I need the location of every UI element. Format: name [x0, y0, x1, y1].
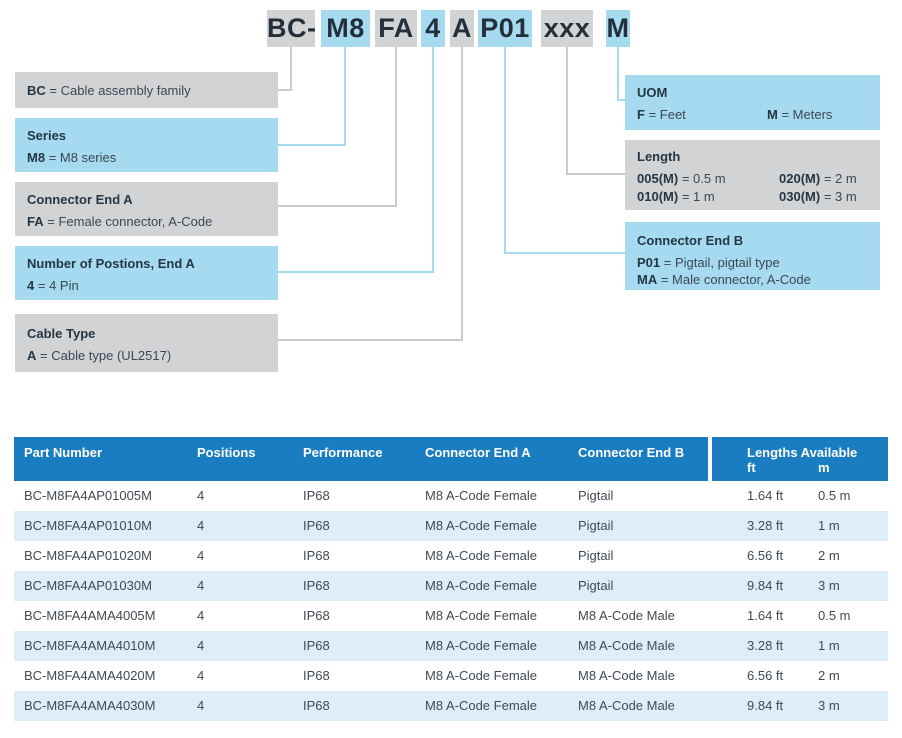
callout-length-entry-030: 030(M) = 3 m [779, 189, 857, 204]
cell-performance: IP68 [303, 578, 330, 593]
connector-line-length-v [566, 47, 568, 175]
cell-part-number: BC-M8FA4AMA4030M [24, 698, 156, 713]
callout-cable-type-entry: A = Cable type (UL2517) [27, 348, 172, 363]
col-header-connector-end-a: Connector End A [425, 445, 531, 460]
connector-line-family-v [290, 47, 292, 91]
cell-connector-end-b: Pigtail [578, 518, 614, 533]
callout-end-b-entry-ma: MA = Male connector, A-Code [637, 272, 811, 287]
cell-connector-end-a: M8 A-Code Female [425, 608, 537, 623]
callout-end-a-title: Connector End A [27, 192, 133, 207]
cell-length-m: 3 m [818, 698, 840, 713]
connector-line-cable-h [278, 339, 463, 341]
table-row [14, 691, 888, 721]
cell-performance: IP68 [303, 698, 330, 713]
cell-length-ft: 9.84 ft [747, 698, 784, 713]
cell-connector-end-b: M8 A-Code Male [578, 668, 675, 683]
callout-cable-type-title: Cable Type [27, 326, 96, 341]
callout-end-b-title: Connector End B [637, 233, 744, 248]
callout-family-text: BC = Cable assembly family [27, 82, 191, 98]
cell-performance: IP68 [303, 548, 330, 563]
cell-positions: 4 [197, 518, 205, 533]
cell-length-m: 0.5 m [818, 608, 851, 623]
cell-part-number: BC-M8FA4AP01010M [24, 518, 152, 533]
callout-length-entry-010: 010(M) = 1 m [637, 189, 715, 204]
cell-length-m: 1 m [818, 518, 840, 533]
callout-end-b-entry-p01: P01 = Pigtail, pigtail type [637, 255, 780, 270]
cell-positions: 4 [197, 698, 205, 713]
cell-length-m: 1 m [818, 638, 840, 653]
code-segment-positions: 4 [421, 10, 445, 47]
cell-part-number: BC-M8FA4AP01020M [24, 548, 152, 563]
code-segment-end-a: FA [375, 10, 417, 47]
cell-length-ft: 3.28 ft [747, 518, 784, 533]
connector-line-series-h [278, 144, 346, 146]
col-header-performance: Performance [303, 445, 383, 460]
callout-series [15, 118, 278, 172]
cell-performance: IP68 [303, 668, 330, 683]
callout-uom [625, 75, 880, 130]
cell-connector-end-b: M8 A-Code Male [578, 638, 675, 653]
cell-part-number: BC-M8FA4AP01005M [24, 488, 152, 503]
callout-series-title: Series [27, 128, 67, 143]
cell-connector-end-a: M8 A-Code Female [425, 518, 537, 533]
cell-part-number: BC-M8FA4AMA4010M [24, 638, 156, 653]
cell-performance: IP68 [303, 638, 330, 653]
cell-positions: 4 [197, 608, 205, 623]
cell-connector-end-b: Pigtail [578, 578, 614, 593]
cell-positions: 4 [197, 548, 205, 563]
cell-performance: IP68 [303, 608, 330, 623]
callout-connector-end-a [15, 182, 278, 236]
callout-cable-type [15, 314, 278, 372]
header-divider [708, 437, 712, 481]
code-segment-series: M8 [321, 10, 370, 47]
col-header-lengths-available: Lengths Available [747, 445, 858, 460]
cell-connector-end-a: M8 A-Code Female [425, 638, 537, 653]
callout-series-entry: M8 = M8 series [27, 150, 117, 165]
connector-line-end-b-h [504, 252, 625, 254]
code-segment-cable: A [450, 10, 474, 47]
cell-positions: 4 [197, 668, 205, 683]
cell-length-m: 2 m [818, 548, 840, 563]
col-header-connector-end-b: Connector End B [578, 445, 685, 460]
callout-end-a-entry: FA = Female connector, A-Code [27, 214, 213, 229]
table-row [14, 601, 888, 631]
cell-performance: IP68 [303, 518, 330, 533]
code-segment-end-b: P01 [478, 10, 532, 47]
cell-connector-end-b: Pigtail [578, 488, 614, 503]
table-header [14, 437, 888, 481]
cell-length-ft: 1.64 ft [747, 608, 784, 623]
connector-line-end-b-v [504, 47, 506, 254]
connector-line-length-h [566, 173, 625, 175]
cell-performance: IP68 [303, 488, 330, 503]
callout-positions-title: Number of Postions, End A [27, 256, 195, 271]
parts-table [14, 437, 888, 721]
cell-length-ft: 3.28 ft [747, 638, 784, 653]
connector-line-uom-v [617, 47, 619, 101]
cell-length-m: 3 m [818, 578, 840, 593]
col-header-m: m [818, 460, 830, 475]
cell-connector-end-a: M8 A-Code Female [425, 578, 537, 593]
cell-connector-end-b: Pigtail [578, 548, 614, 563]
table-row [14, 571, 888, 601]
cell-length-ft: 1.64 ft [747, 488, 784, 503]
callout-positions-entry: 4 = 4 Pin [27, 278, 79, 293]
table-row [14, 631, 888, 661]
cell-length-m: 2 m [818, 668, 840, 683]
code-segment-length: xxx [541, 10, 593, 47]
callout-length-entry-020: 020(M) = 2 m [779, 171, 857, 186]
connector-line-family-h [278, 89, 292, 91]
cell-connector-end-a: M8 A-Code Female [425, 668, 537, 683]
code-segment-uom: M [606, 10, 630, 47]
callout-family [15, 72, 278, 108]
code-segment-family: BC- [267, 10, 315, 47]
cell-part-number: BC-M8FA4AMA4020M [24, 668, 156, 683]
cell-length-m: 0.5 m [818, 488, 851, 503]
table-row [14, 661, 888, 691]
callout-uom-title: UOM [637, 85, 668, 100]
connector-line-positions-h [278, 271, 434, 273]
cell-length-ft: 9.84 ft [747, 578, 784, 593]
callout-length-entry-005: 005(M) = 0.5 m [637, 171, 726, 186]
cell-length-ft: 6.56 ft [747, 548, 784, 563]
cell-connector-end-a: M8 A-Code Female [425, 698, 537, 713]
connector-line-positions-v [432, 47, 434, 273]
col-header-ft: ft [747, 460, 756, 475]
callout-length-title: Length [637, 149, 681, 164]
callout-uom-entry-meters: M = Meters [767, 107, 833, 122]
connector-line-end-a-h [278, 205, 397, 207]
connector-line-end-a-v [395, 47, 397, 207]
cell-length-ft: 6.56 ft [747, 668, 784, 683]
connector-line-cable-v [461, 47, 463, 341]
cell-part-number: BC-M8FA4AP01030M [24, 578, 152, 593]
connector-line-uom-h [617, 99, 625, 101]
cell-connector-end-a: M8 A-Code Female [425, 488, 537, 503]
table-row [14, 511, 888, 541]
cell-connector-end-a: M8 A-Code Female [425, 548, 537, 563]
col-header-part-number: Part Number [24, 445, 103, 460]
callout-connector-end-b [625, 222, 880, 290]
cell-positions: 4 [197, 578, 205, 593]
callout-uom-entry-feet: F = Feet [637, 107, 686, 122]
connector-line-series-v [344, 47, 346, 146]
cell-connector-end-b: M8 A-Code Male [578, 608, 675, 623]
cell-positions: 4 [197, 638, 205, 653]
table-row [14, 481, 888, 511]
callout-length [625, 140, 880, 210]
callout-positions [15, 246, 278, 300]
cell-part-number: BC-M8FA4AMA4005M [24, 608, 156, 623]
cell-positions: 4 [197, 488, 205, 503]
col-header-positions: Positions [197, 445, 256, 460]
cell-connector-end-b: M8 A-Code Male [578, 698, 675, 713]
table-row [14, 541, 888, 571]
